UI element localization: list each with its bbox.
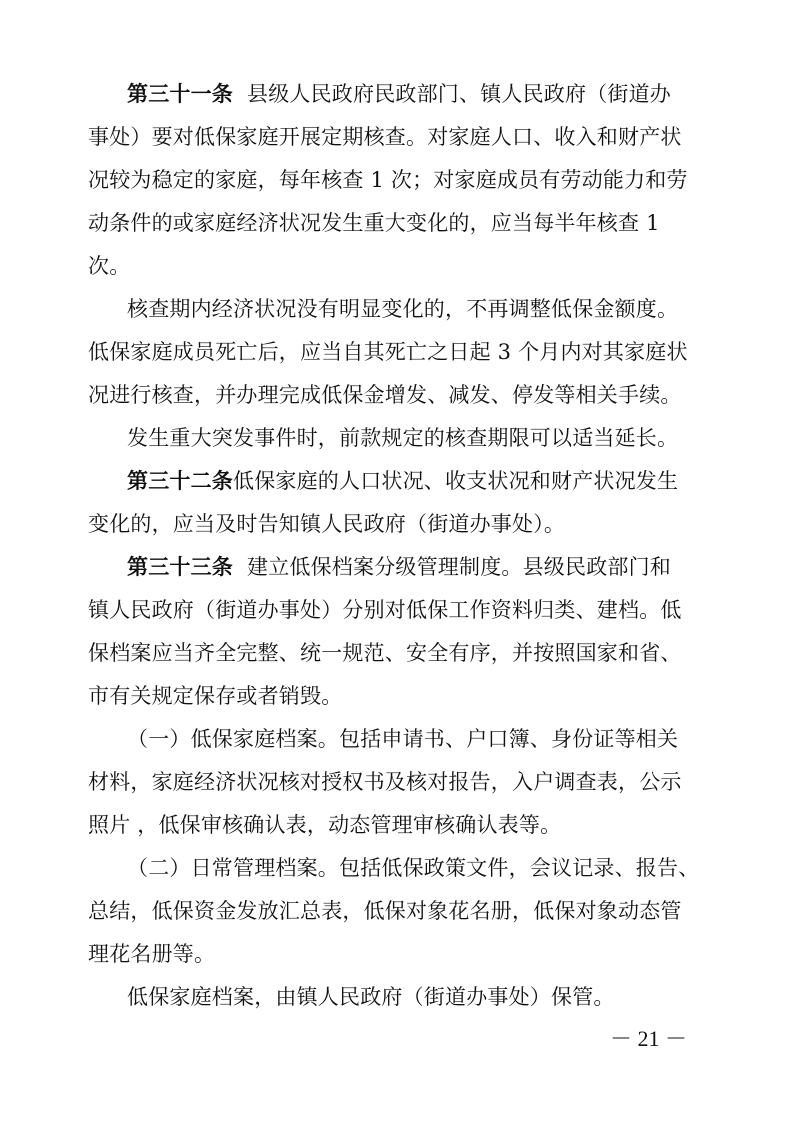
daily-archive-line-3: 理花名册等。 [88, 942, 216, 966]
page-number: － 21 － [610, 1026, 688, 1051]
article-33-heading: 第三十三条 [127, 555, 233, 579]
article-33-line-2: 镇人民政府（街道办事处）分别对低保工作资料归类、建档。低 [88, 598, 682, 622]
verification-paragraph-line-3: 况进行核查，并办理完成低保金增发、减发、停发等相关手续。 [88, 383, 682, 407]
article-33-line-3: 保档案应当齐全完整、统一规范、安全有序，并按照国家和省、 [88, 641, 682, 665]
daily-archive-line-2: 总结，低保资金发放汇总表，低保对象花名册，低保对象动态管 [88, 899, 682, 923]
daily-archive-line-1: （二）日常管理档案。包括低保政策文件，会议记录、报告、 [127, 856, 700, 880]
family-archive-line-3: 照片 ，低保审核确认表，动态管理审核确认表等。 [88, 813, 562, 837]
verification-paragraph-line-1: 核查期内经济状况没有明显变化的，不再调整低保金额度。 [127, 297, 679, 321]
article-33-line-4: 市有关规定保存或者销毁。 [88, 684, 343, 708]
article-31-line-4: 动条件的或家庭经济状况发生重大变化的，应当每半年核查 1 [88, 211, 660, 235]
article-31-line-2: 事处）要对低保家庭开展定期核查。对家庭人口、收入和财产状 [88, 125, 682, 149]
family-archive-line-2: 材料，家庭经济状况核对授权书及核对报告，入户调查表，公示 [88, 770, 682, 794]
article-31-heading: 第三十一条 [127, 82, 233, 106]
article-32-line-1 [127, 465, 687, 497]
verification-paragraph-line-2: 低保家庭成员死亡后，应当自其死亡之日起 3 个月内对其家庭状 [88, 340, 688, 364]
article-33-line-1 [127, 551, 687, 583]
article-32-heading: 第三十二条 [127, 469, 233, 493]
article-31-line-5: 次。 [88, 254, 131, 278]
family-archive-line-1: （一）低保家庭档案。包括申请书、户口簿、身份证等相关 [127, 727, 679, 751]
article-31-text-1: 县级人民政府民政部门、镇人民政府（街道办 [247, 82, 671, 106]
article-32-line-2: 变化的，应当及时告知镇人民政府（街道办事处）。 [88, 512, 566, 536]
article-32-text-1: 低保家庭的人口状况、收支状况和财产状况发生 [233, 469, 679, 493]
article-33-text-1: 建立低保档案分级管理制度。县级民政部门和 [247, 555, 671, 579]
emergency-paragraph-line-1: 发生重大突发事件时，前款规定的核查期限可以适当延长。 [127, 426, 679, 450]
article-31-line-3: 况较为稳定的家庭，每年核查 1 次；对家庭成员有劳动能力和劳 [88, 168, 688, 192]
archive-custody-line: 低保家庭档案，由镇人民政府（街道办事处）保管。 [127, 985, 615, 1009]
article-31-line-1 [127, 78, 687, 110]
